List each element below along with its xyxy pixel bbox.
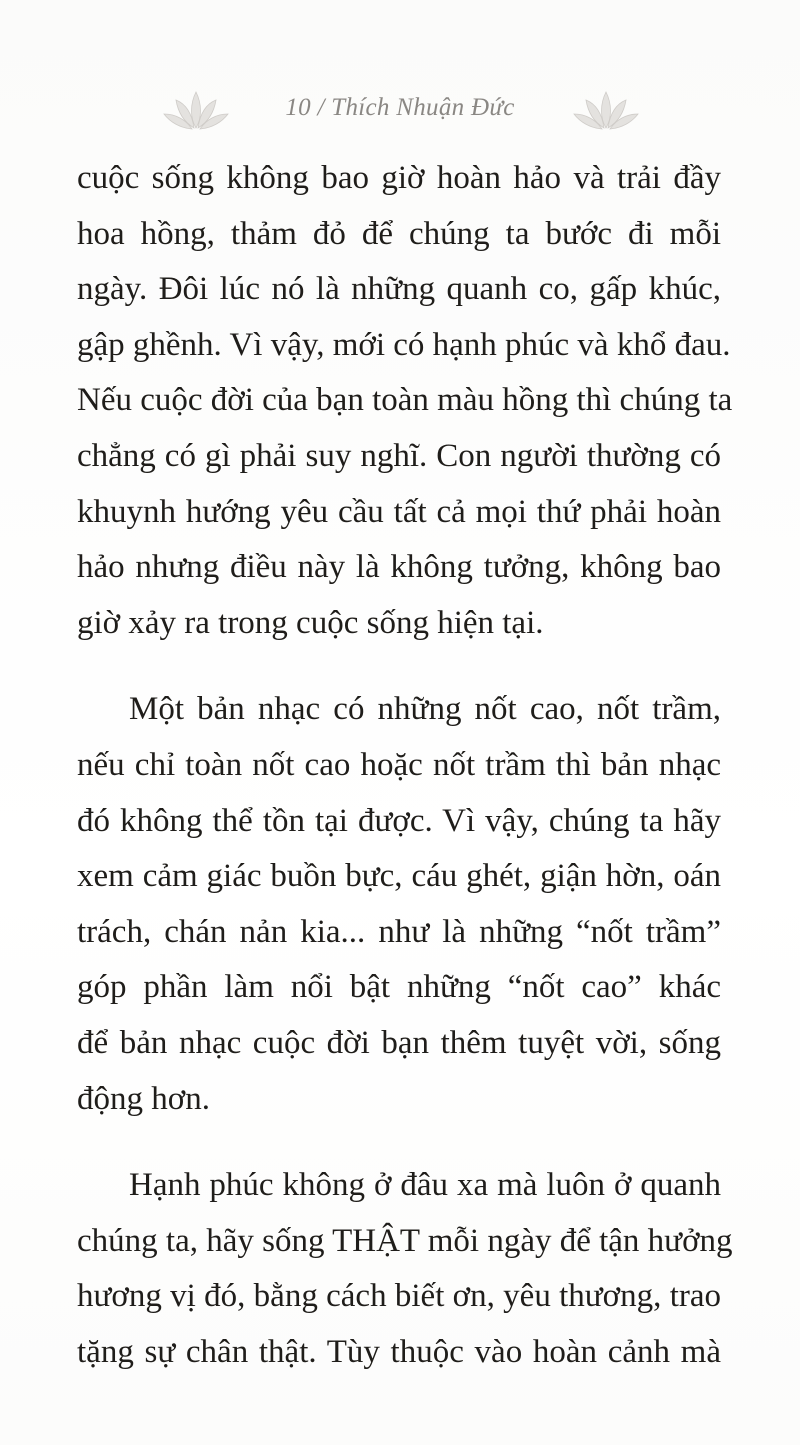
text-line: giờ xảy ra trong cuộc sống hiện tại. [77, 604, 544, 641]
running-header-title: 10 / Thích Nhuận Đức [285, 94, 515, 121]
text-line: khuynh hướng yêu cầu tất cả mọi thứ phải hoàn [77, 493, 721, 530]
text-line: chẳng có gì phải suy nghĩ. Con người thường có [77, 437, 721, 474]
text-line: Một bản nhạc có những nốt cao, nốt trầm, [129, 691, 721, 728]
text-line: ngày. Đôi lúc nó là những quanh co, gấp khúc, [77, 271, 721, 308]
paragraph [77, 151, 733, 651]
text-line: Nếu cuộc đời của bạn toàn màu hồng thì chúng ta [77, 382, 733, 419]
paragraph-gap [77, 651, 721, 682]
text-line: tặng sự chân thật. Tùy thuộc vào hoàn cảnh mà [77, 1333, 721, 1370]
text-line: hảo nhưng điều này là không tưởng, không bao [77, 549, 721, 586]
text-line: để bản nhạc cuộc đời bạn thêm tuyệt vời, sống [77, 1024, 721, 1061]
text-line: xem cảm giác buồn bực, cáu ghét, giận hờn, oán [77, 858, 721, 895]
text-line: hương vị đó, bằng cách biết ơn, yêu thương, trao [77, 1278, 721, 1315]
lotus-icon [570, 88, 642, 132]
text-line: hoa hồng, thảm đỏ để chúng ta bước đi mỗi [77, 215, 721, 252]
paragraph [77, 682, 721, 1127]
body-text [77, 151, 733, 1380]
text-line: chúng ta, hãy sống THẬT mỗi ngày để tận hưởng [77, 1222, 733, 1259]
running-header [0, 88, 800, 138]
paragraph-gap [77, 1127, 721, 1158]
text-line: góp phần làm nổi bật những “nốt cao” khác [77, 969, 721, 1006]
text-line: cuộc sống không bao giờ hoàn hảo và trải đầy [77, 160, 721, 196]
text-line: trách, chán nản kia... như là những “nốt trầm” [77, 913, 721, 950]
text-line: đó không thể tồn tại được. Vì vậy, chúng ta hãy [77, 802, 721, 839]
text-line: Hạnh phúc không ở đâu xa mà luôn ở quanh [129, 1167, 721, 1204]
paragraph [77, 1158, 733, 1380]
text-line: gập ghềnh. Vì vậy, mới có hạnh phúc và khổ đau. [77, 326, 731, 363]
text-line: động hơn. [77, 1080, 210, 1117]
text-line: nếu chỉ toàn nốt cao hoặc nốt trầm thì bản nhạc [77, 746, 721, 783]
